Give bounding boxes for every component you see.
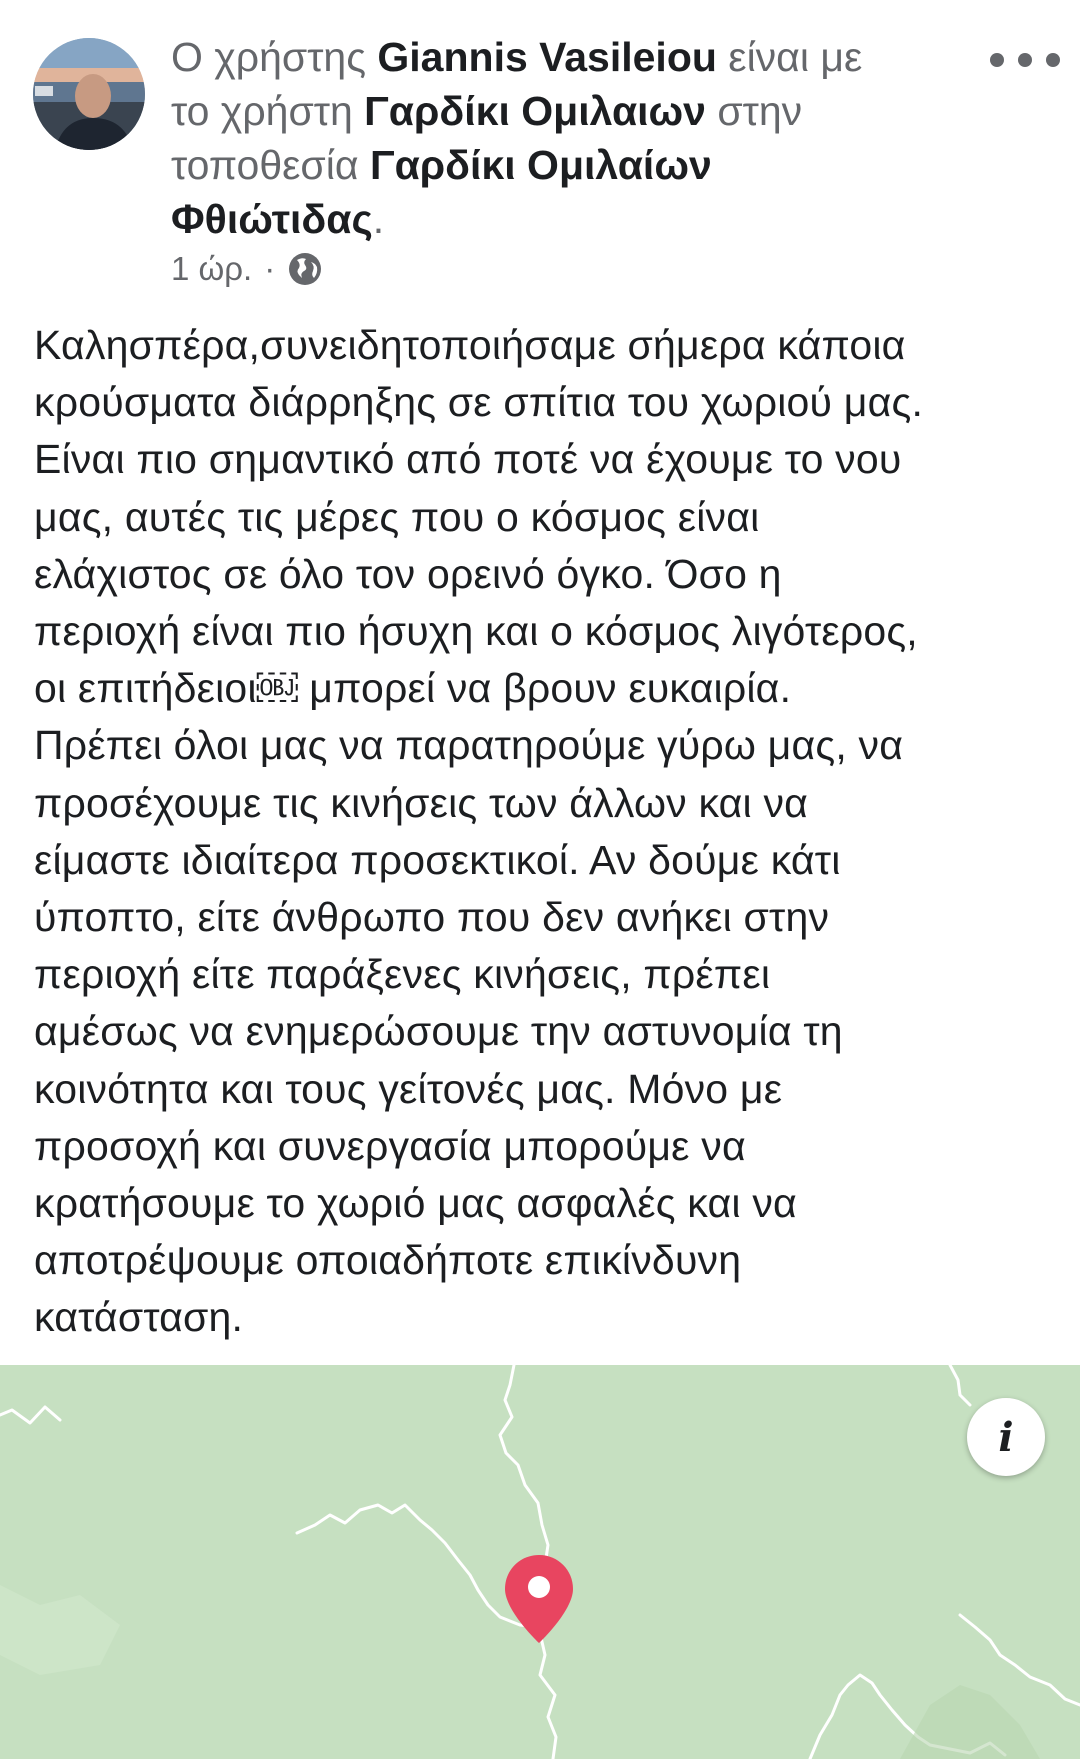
post-meta [171, 250, 323, 288]
author-name[interactable]: Giannis Vasileiou [377, 34, 717, 80]
post-text-line: Καλησπέρα,συνειδητοποιήσαμε σήμερα κάποια [34, 322, 906, 368]
post-header [171, 30, 941, 246]
post-text-line: είμαστε ιδιαίτερα προσεκτικοί. Αν δούμε κάτι [34, 836, 841, 883]
tagged-user[interactable]: Γαρδίκι Ομιλαιων [364, 88, 706, 134]
header-period: . [372, 196, 385, 242]
info-icon: i [998, 1413, 1014, 1461]
map-info-button[interactable] [967, 1398, 1045, 1476]
post-text-line: κρούσματα διάρρηξης σε σπίτια του χωριού μας. [34, 379, 924, 426]
avatar[interactable] [33, 38, 145, 150]
header-line2-suffix: στην [705, 88, 803, 134]
post-text-line: ύποπτο, είτε άνθρωπο που δεν ανήκει στην [34, 894, 830, 941]
post-text-line: περιοχή είναι πιο ήσυχη και ο κόσμος λιγότερος, [34, 608, 918, 655]
post-text-line: Πρέπει όλοι μας να παρατηρούμε γύρω μας, να [34, 722, 904, 769]
post-text-line: κοινότητα και τους γείτονές μας. Μόνο με [34, 1065, 783, 1112]
post-text-line: μας, αυτές τις μέρες που ο κόσμος είναι [34, 493, 760, 540]
post-text-line: προσέχουμε τις κινήσεις των άλλων και να [34, 779, 809, 826]
meta-separator: · [264, 250, 276, 287]
post-text-line: Είναι πιο σημαντικό από ποτέ να έχουμε το νου [34, 436, 902, 483]
with-text: είναι με [716, 34, 863, 80]
more-horizontal-icon-dot [1018, 53, 1032, 67]
more-options-button[interactable] [990, 40, 1060, 80]
globe-icon[interactable] [287, 251, 323, 287]
post-text-line: κατάσταση. [34, 1294, 244, 1341]
location-name-part2: Φθιώτιδας [171, 196, 373, 242]
more-horizontal-icon [990, 53, 1004, 67]
post-timestamp[interactable]: 1 ώρ. [171, 250, 253, 287]
post-text [34, 317, 1054, 1347]
location-name-part1: Γαρδίκι Ομιλαίων [369, 142, 712, 188]
more-horizontal-icon-dot [1046, 53, 1060, 67]
post-text-line: προσοχή και συνεργασία μπορούμε να [34, 1122, 746, 1169]
post-text-line: οι επιτήδειοι￼ μπορεί να βρουν ευκαιρία. [34, 665, 792, 712]
post-text-line: αποτρέψουμε οποιαδήποτε επικίνδυνη [34, 1237, 742, 1284]
header-line3-prefix: τοποθεσία [171, 142, 370, 188]
post-text-line: αμέσως να ενημερώσουμε την αστυνομία τη [34, 1008, 843, 1055]
header-prefix: Ο χρήστης [171, 34, 378, 80]
post-text-line: περιοχή είτε παράξενες κινήσεις, πρέπει [34, 951, 771, 998]
post-text-line: ελάχιστος σε όλο τον ορεινό όγκο. Όσο η [34, 550, 782, 597]
post-text-line: κρατήσουμε το χωριό μας ασφαλές και να [34, 1180, 797, 1227]
header-line2-prefix: το χρήστη [171, 88, 365, 134]
location-pin-icon [503, 1553, 575, 1645]
